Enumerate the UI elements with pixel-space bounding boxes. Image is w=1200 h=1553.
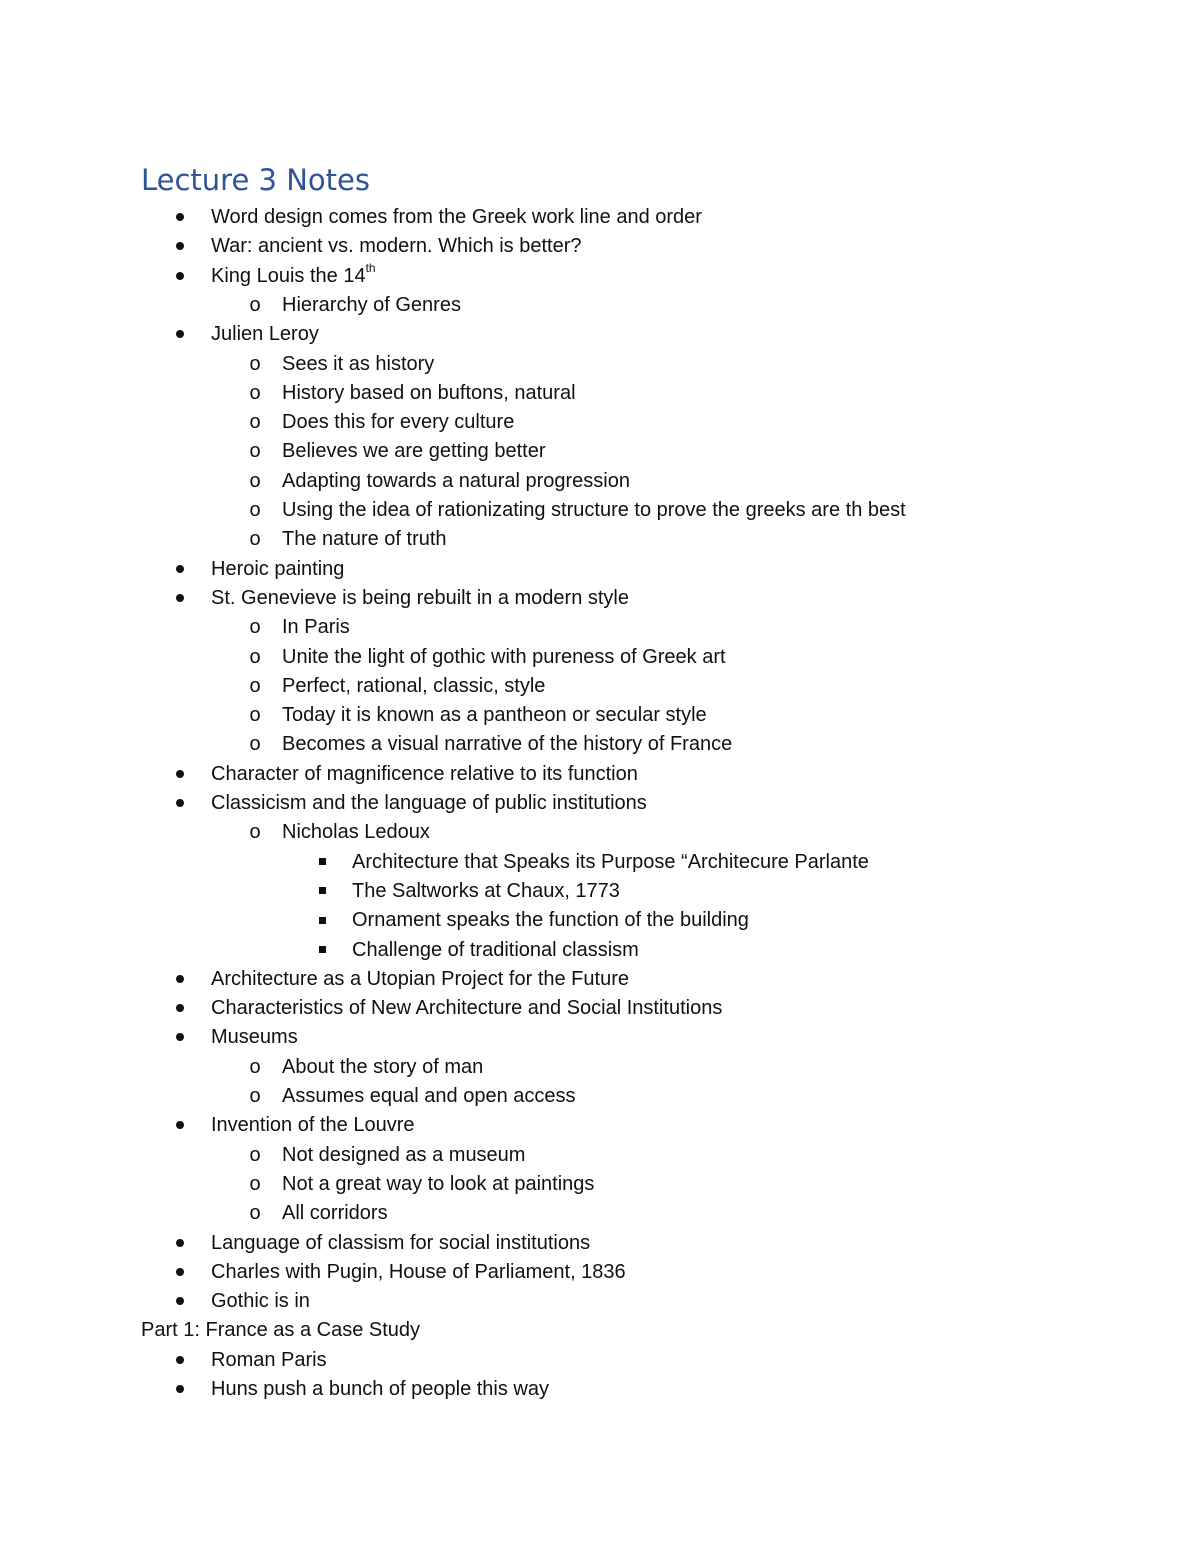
list-item-text: Characteristics of New Architecture and Social Institutions — [211, 997, 723, 1020]
bullet-circle-icon: o — [249, 528, 261, 551]
list-item-text: Word design comes from the Greek work line and order — [211, 206, 702, 228]
page-title: Lecture 3 Notes — [141, 163, 370, 197]
bullet-circle-icon: o — [249, 674, 261, 697]
list-item-text: Perfect, rational, classic, style — [282, 674, 546, 697]
bullet-circle-icon: o — [249, 821, 261, 844]
list-item-text: In Paris — [282, 616, 350, 639]
bullet-dot-icon — [168, 1374, 192, 1404]
list-item-text: Part 1: France as a Case Study — [141, 1319, 421, 1342]
bullet-square-icon — [310, 876, 334, 906]
bullet-circle-icon: o — [249, 1172, 261, 1195]
list-item-text: Not designed as a museum — [282, 1143, 526, 1166]
list-item-text: Museums — [211, 1026, 298, 1049]
bullet-dot-icon — [168, 1345, 192, 1375]
list-item-text: Unite the light of gothic with pureness of Greek art — [282, 645, 726, 668]
bullet-dot-icon — [168, 1022, 192, 1052]
bullet-dot-icon — [168, 319, 192, 349]
bullet-dot-icon — [168, 583, 192, 613]
bullet-circle-icon: o — [249, 1085, 261, 1107]
bullet-circle-icon: o — [249, 704, 261, 727]
bullet-dot-icon — [168, 554, 192, 584]
bullet-circle-icon: o — [249, 440, 261, 463]
list-item-text: Adapting towards a natural progression — [282, 469, 630, 492]
list-item-text: Invention of the Louvre — [211, 1114, 415, 1137]
list-item-text: Does this for every culture — [282, 411, 515, 434]
list-item-text: Character of magnificence relative to its function — [211, 762, 638, 785]
list-item-text: Language of classism for social institutions — [211, 1231, 591, 1254]
list-item-text: Gothic is in — [211, 1290, 310, 1313]
list-item-text: Charles with Pugin, House of Parliament, 1836 — [211, 1260, 626, 1283]
list-item-text: Huns push a bunch of people this way — [211, 1378, 549, 1400]
list-item-text-wrap — [211, 261, 376, 291]
list-item-text: Assumes equal and open access — [282, 1085, 576, 1107]
superscript: th — [365, 260, 376, 275]
list-item-text: Sees it as history — [282, 352, 435, 375]
list-item-text: About the story of man — [282, 1055, 484, 1078]
bullet-circle-icon: o — [249, 616, 261, 639]
bullet-dot-icon — [168, 993, 192, 1023]
list-item-text: Using the idea of rationizating structure to prove the greeks are th best — [282, 499, 906, 521]
list-item-text: Today it is known as a pantheon or secular style — [282, 704, 707, 727]
bullet-dot-icon — [168, 1110, 192, 1140]
list-item-text: Ornament speaks the function of the building — [352, 909, 749, 932]
bullet-square-icon — [310, 905, 334, 935]
bullet-circle-icon: o — [249, 411, 261, 434]
bullet-circle-icon: o — [249, 733, 261, 756]
list-item-text: Becomes a visual narrative of the history of France — [282, 733, 733, 756]
list-item-text: The Saltworks at Chaux, 1773 — [352, 879, 620, 902]
list-item-text: Hierarchy of Genres — [282, 293, 461, 316]
list-item-text: The nature of truth — [282, 528, 447, 551]
bullet-circle-icon: o — [249, 381, 261, 404]
list-item-text: Heroic painting — [211, 557, 345, 580]
bullet-circle-icon: o — [249, 469, 261, 492]
bullet-circle-icon: o — [249, 1055, 261, 1078]
bullet-dot-icon — [168, 231, 192, 261]
bullet-dot-icon — [168, 759, 192, 789]
bullet-dot-icon — [168, 202, 192, 232]
bullet-circle-icon: o — [249, 645, 261, 668]
bullet-dot-icon — [168, 964, 192, 994]
bullet-circle-icon: o — [249, 1202, 261, 1225]
list-item-text: Challenge of traditional classism — [352, 938, 639, 961]
list-item-text: St. Genevieve is being rebuilt in a modern style — [211, 586, 629, 609]
list-item-text: War: ancient vs. modern. Which is better? — [211, 235, 582, 258]
list-item-text: Not a great way to look at paintings — [282, 1172, 595, 1195]
bullet-circle-icon: o — [249, 293, 261, 316]
bullet-circle-icon: o — [249, 352, 261, 375]
list-item-text: History based on buftons, natural — [282, 381, 576, 404]
bullet-square-icon — [310, 847, 334, 877]
list-item-text: Roman Paris — [211, 1348, 327, 1371]
list-item-text: Classicism and the language of public institutions — [211, 792, 647, 814]
list-item-text: Architecture as a Utopian Project for the Future — [211, 967, 629, 990]
bullet-dot-icon — [168, 788, 192, 818]
list-item-text: Believes we are getting better — [282, 440, 546, 463]
bullet-dot-icon — [168, 261, 192, 291]
bullet-circle-icon: o — [249, 499, 261, 521]
list-item-text: Architecture that Speaks its Purpose “Architecure Parlante — [352, 850, 869, 873]
list-item-text: Julien Leroy — [211, 323, 319, 346]
list-item-text: Nicholas Ledoux — [282, 821, 430, 844]
bullet-dot-icon — [168, 1286, 192, 1316]
list-item-text: All corridors — [282, 1202, 388, 1225]
list-item-text: King Louis the 14 — [211, 264, 366, 287]
bullet-dot-icon — [168, 1228, 192, 1258]
bullet-circle-icon: o — [249, 1143, 261, 1166]
bullet-square-icon — [310, 935, 334, 965]
bullet-dot-icon — [168, 1257, 192, 1287]
